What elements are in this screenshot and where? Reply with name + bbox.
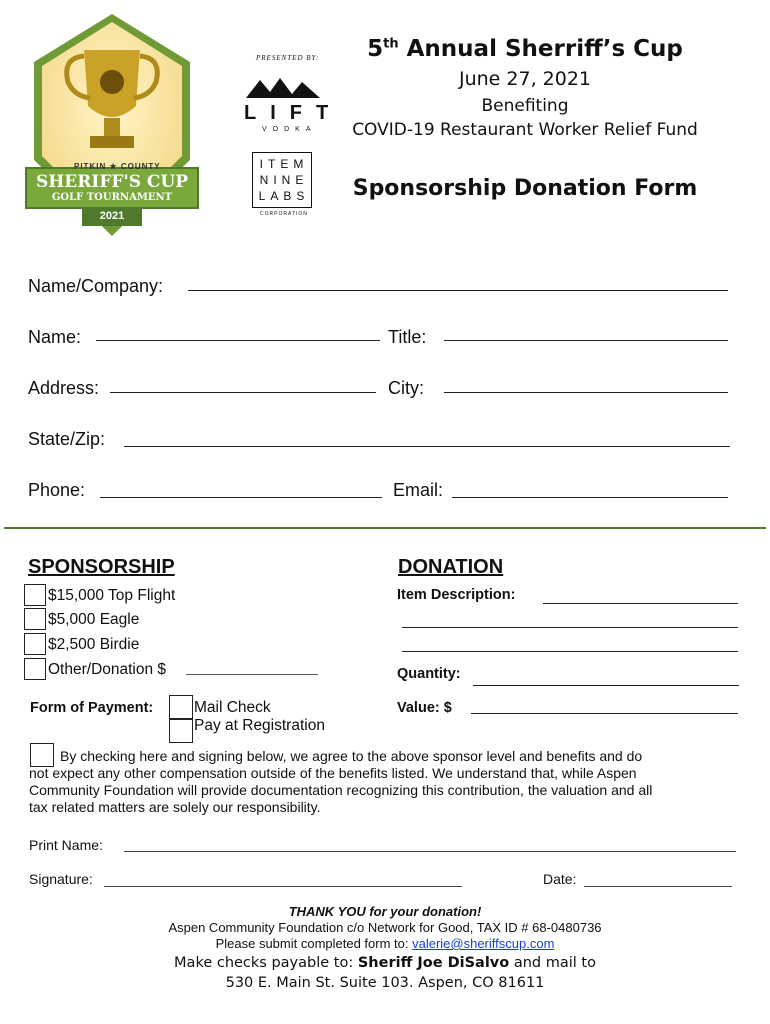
email-field[interactable] bbox=[452, 497, 728, 498]
title-label: Title: bbox=[388, 327, 427, 347]
pay-at-registration-option: Pay at Registration bbox=[194, 717, 325, 734]
donation-heading: DONATION bbox=[398, 556, 504, 578]
item-description-field-2[interactable] bbox=[402, 627, 738, 628]
name-company-field[interactable] bbox=[188, 290, 728, 291]
eagle-option: $5,000 Eagle bbox=[48, 611, 140, 628]
item-nine-line3: LABS bbox=[258, 189, 310, 203]
item-nine-labs-logo bbox=[252, 152, 312, 208]
vodka-text: VODKA bbox=[262, 126, 317, 133]
logo-sub-text: GOLF TOURNAMENT bbox=[51, 192, 173, 203]
thank-you-text: THANK YOU for your donation! bbox=[288, 904, 482, 919]
agreement-line-3: Community Foundation will provide documentation recognizing this contribution, the valuation and all bbox=[29, 782, 653, 798]
mail-check-checkbox[interactable] bbox=[169, 695, 193, 719]
city-label: City: bbox=[388, 378, 424, 398]
date-field[interactable] bbox=[584, 886, 732, 887]
mail-check-option: Mail Check bbox=[194, 699, 271, 716]
value-label: Value: $ bbox=[397, 700, 452, 716]
section-divider bbox=[4, 527, 766, 529]
address-field[interactable] bbox=[110, 392, 376, 393]
signature-field[interactable] bbox=[104, 886, 462, 887]
lift-mountains-icon bbox=[244, 74, 322, 105]
print-name-field[interactable] bbox=[124, 851, 736, 852]
logo-county-text: PITKIN ★ COUNTY bbox=[74, 162, 161, 171]
item-description-field-1[interactable] bbox=[543, 603, 738, 604]
top-flight-option: $15,000 Top Flight bbox=[48, 587, 176, 604]
checks-payable-text: Make checks payable to: Sheriff Joe DiSalvo and mail to bbox=[174, 955, 596, 971]
title-field[interactable] bbox=[444, 340, 728, 341]
state-zip-label: State/Zip: bbox=[28, 429, 106, 449]
agreement-line-4: tax related matters are solely our responsibility. bbox=[29, 799, 321, 815]
submit-text: Please submit completed form to: valerie@sheriffscup.com bbox=[215, 936, 555, 951]
item-nine-line1: ITEM bbox=[259, 157, 309, 171]
sponsorship-heading: SPONSORSHIP bbox=[28, 556, 175, 578]
footer bbox=[0, 904, 770, 993]
corporation-text: CORPORATION bbox=[260, 211, 308, 217]
state-zip-field[interactable] bbox=[124, 446, 730, 447]
phone-field[interactable] bbox=[100, 497, 382, 498]
name-company-label: Name/Company: bbox=[28, 276, 164, 296]
form-of-payment-label: Form of Payment: bbox=[30, 700, 154, 716]
name-label: Name: bbox=[28, 327, 82, 347]
birdie-option: $2,500 Birdie bbox=[48, 636, 140, 653]
quantity-field[interactable] bbox=[473, 685, 739, 686]
logo-year: 2021 bbox=[99, 210, 125, 222]
foundation-text: Aspen Community Foundation c/o Network for Good, TAX ID # 68-0480736 bbox=[168, 920, 602, 935]
item-description-label: Item Description: bbox=[397, 587, 516, 603]
item-description-field-3[interactable] bbox=[402, 651, 738, 652]
birdie-checkbox[interactable] bbox=[24, 633, 46, 655]
agreement-line-2: not expect any other compensation outside of the benefits listed. We understand that, while Aspen bbox=[29, 765, 637, 781]
name-field[interactable] bbox=[96, 340, 380, 341]
benefiting-label: Benefiting bbox=[481, 96, 569, 116]
quantity-label: Quantity: bbox=[397, 666, 461, 682]
signature-label: Signature: bbox=[29, 871, 93, 887]
form-title: Sponsorship Donation Form bbox=[352, 176, 698, 201]
value-field[interactable] bbox=[471, 713, 738, 714]
relief-fund-name: COVID-19 Restaurant Worker Relief Fund bbox=[352, 120, 698, 140]
city-field[interactable] bbox=[444, 392, 728, 393]
lift-logo-text: LIFT bbox=[244, 102, 343, 124]
eagle-checkbox[interactable] bbox=[24, 608, 46, 630]
other-donation-checkbox[interactable] bbox=[24, 658, 46, 680]
event-date: June 27, 2021 bbox=[458, 68, 592, 90]
sheriffs-cup-logo bbox=[22, 10, 202, 242]
agreement-checkbox[interactable] bbox=[30, 743, 54, 767]
presented-by-label: PRESENTED BY: bbox=[256, 54, 320, 62]
event-title: 5th Annual Sherriff’s Cup bbox=[367, 36, 683, 62]
agreement-line-1: By checking here and signing below, we agree to the above sponsor level and benefits and do bbox=[60, 748, 643, 764]
other-donation-amount-field[interactable] bbox=[186, 674, 318, 675]
logo-main-text: SHERIFF'S CUP bbox=[35, 172, 189, 192]
contact-email-link[interactable]: valerie@sheriffscup.com bbox=[412, 936, 555, 951]
top-flight-checkbox[interactable] bbox=[24, 584, 46, 606]
address-label: Address: bbox=[28, 378, 100, 398]
mailing-address: 530 E. Main St. Suite 103. Aspen, CO 81611 bbox=[225, 975, 545, 991]
email-label: Email: bbox=[393, 480, 444, 500]
item-nine-line2: NINE bbox=[259, 173, 309, 187]
date-label: Date: bbox=[543, 871, 577, 887]
pay-at-registration-checkbox[interactable] bbox=[169, 719, 193, 743]
phone-label: Phone: bbox=[28, 480, 86, 500]
other-donation-option: Other/Donation $ bbox=[48, 661, 167, 678]
print-name-label: Print Name: bbox=[29, 837, 103, 853]
